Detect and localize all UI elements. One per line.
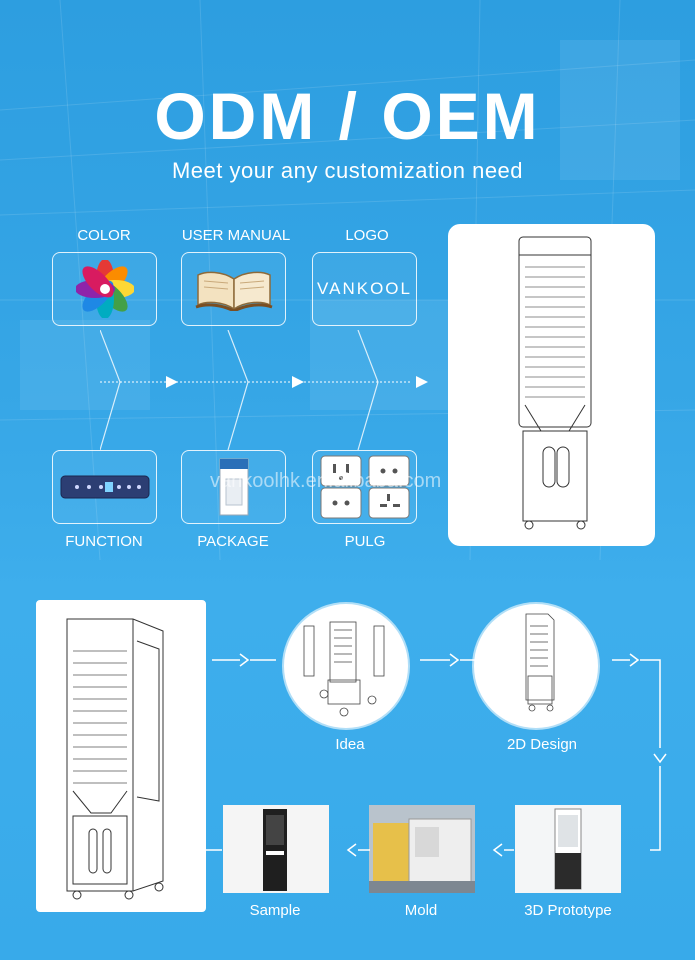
step-idea-image: [284, 604, 408, 728]
idea-sketch: [284, 604, 408, 728]
flow-arrow-icon: [166, 376, 178, 388]
product-drawing-card: [448, 224, 655, 546]
option-label-user-manual: USER MANUAL: [181, 227, 291, 244]
step-label-sample: Sample: [249, 902, 301, 919]
product-line-art-card: [36, 600, 206, 912]
option-flow-lines: [100, 330, 440, 450]
option-color[interactable]: [52, 252, 157, 326]
step-label-idea: Idea: [335, 736, 365, 753]
step-label-mold: Mold: [404, 902, 438, 919]
option-label-plug: PULG: [344, 533, 386, 550]
option-label-package: PACKAGE: [197, 533, 269, 550]
option-function[interactable]: [52, 450, 157, 524]
option-logo[interactable]: [312, 252, 417, 326]
3d-prototype-render: [515, 805, 621, 893]
process-arrow-down: [646, 670, 676, 870]
air-cooler-drawing: [449, 225, 654, 545]
2d-design-drawing: [474, 604, 598, 728]
process-arrows-row1: [210, 650, 680, 670]
page-subtitle: Meet your any customization need: [171, 158, 524, 183]
watermark: vankoolhk.en.alibaba.com: [210, 470, 442, 492]
open-book-icon: [194, 267, 274, 311]
option-label-logo: LOGO: [345, 227, 389, 244]
color-wheel-icon: [76, 260, 134, 318]
option-user-manual[interactable]: [181, 252, 286, 326]
brand-logo: VANKOOL: [317, 279, 412, 298]
control-panel-icon: [59, 472, 151, 502]
step-label-3d-prototype: 3D Prototype: [524, 902, 612, 919]
step-3d-prototype-image: [515, 805, 621, 893]
process-arrows-row2: [206, 838, 526, 858]
option-label-color: COLOR: [77, 227, 131, 244]
step-label-2d-design: 2D Design: [506, 736, 578, 753]
page-title: ODM / OEM: [154, 79, 541, 153]
air-cooler-line-art: [37, 601, 205, 911]
step-2d-design-image: [474, 604, 598, 728]
option-label-function: FUNCTION: [65, 533, 143, 550]
